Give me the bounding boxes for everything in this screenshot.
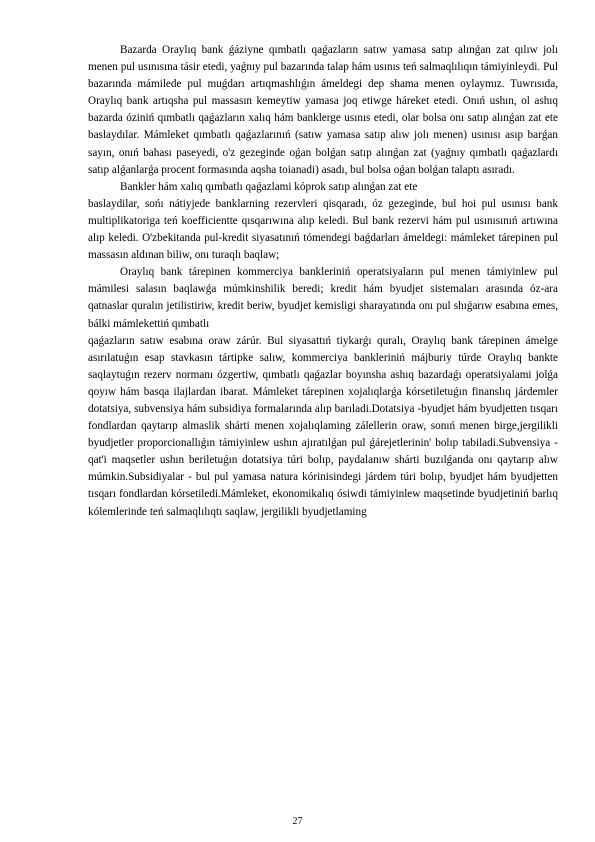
paragraph-1: Bazarda Oraylıq bank ǵáziyne qımbatlı qaǵazların satıw yamasa satıp alınǵan zat qılıw jolı menen pul usınısına tásir etedi, yaǵnıy pul bazarında talap hám usınıs teń salmaqlılıqın támiyinleydi. Pul bazarında mámilede pul muǵdarı artıqmashlıǵın ámeldegi dep shama menen oylaymız. Tuwrısıda, Oraylıq bank artıqsha pul massasın kemeytiw yamasa joq etiwge háreket etedi. Onıń ushın, ol ashıq bazarda óziniń qımbatlı qaǵazların xalıq hám banklerge usınıs etedi, olar bolsa onı satıp alınǵan zat ete baslaydılar. Mámleket qımbatlı qaǵazlarınıń (satıw yamasa satıp alıw jolı menen) usınısı asıp barǵan sayın, onıń bahası paseyedi, o'z gezeginde oǵan bolǵan satıp alınǵan zat (yaǵnıy qımbatlı qaǵazlardı satıp alǵanlarǵa procent formasında aqsha toianadi) asadı, bul bolsa oǵan bolǵan talaptı asıradı.: [88, 44, 558, 176]
page-number: 27: [292, 816, 303, 827]
paragraph-2: Bankler hám xalıq qımbatlı qaǵazlami kóprok satıp alınǵan zat ete: [120, 180, 418, 193]
paragraph-3: baslaydilar, sońı nátiyjede banklarning rezervleri qisqaradı, óz gezeginde, bul hoi pul usınısı bank multiplikatoriga teń koefficientte qısqarıwına alıp keledi. Bul bank rezervi hám pul usınısınıń artıwına alıp keledi. O'zbekitanda pul-kredit siyasatınıń tómendegi baǵdarları ámeldegi: mámleket tárepinen pul massasın aldınan biliw, onı turaqlı baqlaw;: [88, 197, 558, 262]
document-body: [88, 42, 558, 521]
paragraph-4: Oraylıq bank tárepinen kommerciya bankleriniń operatsiyaların pul menen támiyinlew pul mámilesi salasın baqlawǵa múmkinshilik beredi; kredit hám byudjet sistemaları arasında óz-ara qatnaslar quralın jetilistiriw, kredit beriw, byudjet kemisligi sharayatında onı pul shıǵarıw esabına emes, bálki mámlekettiń qımbatlı: [88, 266, 558, 330]
paragraph-5: qaǵazların satıw esabına oraw zárúr. Bul siyasattıń tiykarǵı quralı, Oraylıq bank tárepinen ámelge asırılatuǵın esap stavkasın tártipke salıw, kommerciya bankleriniń májburiy túrde Oraylıq bankte saqlaytuǵın rezerv normanı ózgertiw, qımbatlı qaǵazlar boyınsha ashıq bazardaǵı operatsiyalami jolǵa qoyıw hám basqa ilajlardan ibarat. Mámleket tárepinen xojalıqlarǵa kórsetiletuǵın finanslıq járdemler dotatsiya, subvensiya hám subsidiya formalarında alıp barıladi.Dotatsiya -byudjet hám byudjetten tısqarı fondlardan qaytarıp almaslik shárti menen xojalıqlaming zálellerin oraw, sonıń menen birge,jergilikli byudjetler proporcionallıǵın támiyinlew ushın ajıratılǵan pul ǵárejetlerinin' bolıp tabiladi.Subvensiya - qat'i maqsetler ushın beriletuǵın dotatsiya túri bolıp, paydalanıw shárti buzılǵanda onı qaytarıp alıw múmkin.Subsidiyalar - bul pul yamasa natura kórinisindegi járdem túri bolıp, byudjet hám byudjetten tısqarı fondlardan kórsetiledi.Mámleket, ekonomikalıq ósiwdi támiyinlew maqsetinde byudjetiniń barlıq kólemlerinde teń salmaqlılıqtı saqlaw, jergilikli byudjetlaming: [88, 334, 558, 518]
